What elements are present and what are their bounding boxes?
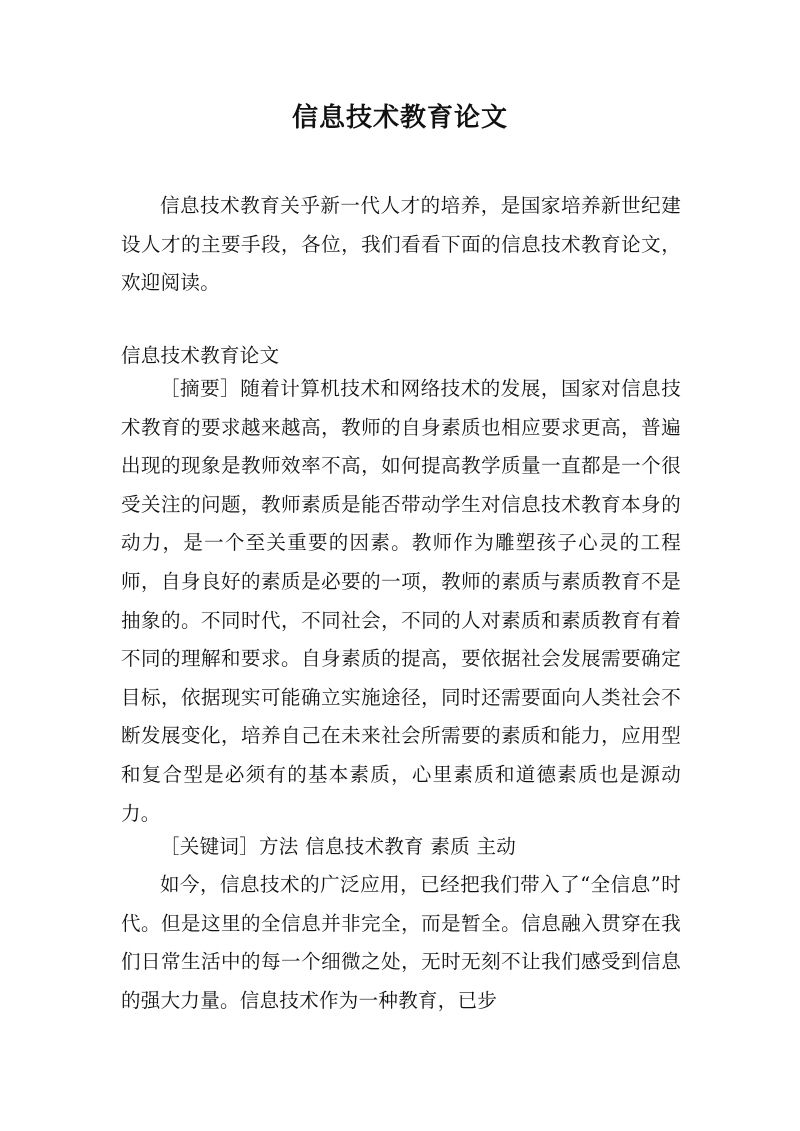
abstract-paragraph: ［摘要］随着计算机技术和网络技术的发展，国家对信息技术教育的要求越来越高，教师的自身素质也相应要求更高，普遍出现的现象是教师效率不高，如何提高教学质量一直都是一个很受关注的问题，教师素质是能否带动学生对信息技术教育本身的动力，是一个至关重要的因素。教师作为雕塑孩子心灵的工程师，自身良好的素质是必要的一项，教师的素质与素质教育不是抽象的。不同时代，不同社会，不同的人对素质和素质教育有着不同的理解和要求。自身素质的提高，要依据社会发展需要确定目标，依据现实可能确立实施途径，同时还需要面向人类社会不断发展变化，培养自己在未来社会所需要的素质和能力，应用型和复合型是必须有的基本素质，心里素质和道德素质也是源动力。	[121, 377, 681, 825]
document-title: 信息技术教育论文	[291, 103, 508, 133]
section-heading: 信息技术教育论文	[121, 344, 280, 367]
intro-paragraph: 信息技术教育关乎新一代人才的培养，是国家培养新世纪建设人才的主要手段，各位，我们看看下面的信息技术教育论文，欢迎阅读。	[121, 194, 681, 295]
body-paragraph: 如今，信息技术的广泛应用，已经把我们带入了“全信息”时代。但是这里的全信息并非完全，而是暂全。信息融入贯穿在我们日常生活中的每一个细微之处，无时无刻不让我们感受到信息的强大力量。信息技术作为一种教育，已步	[121, 873, 681, 1012]
keywords-line: ［关键词］方法 信息技术教育 素质 主动	[160, 835, 517, 858]
